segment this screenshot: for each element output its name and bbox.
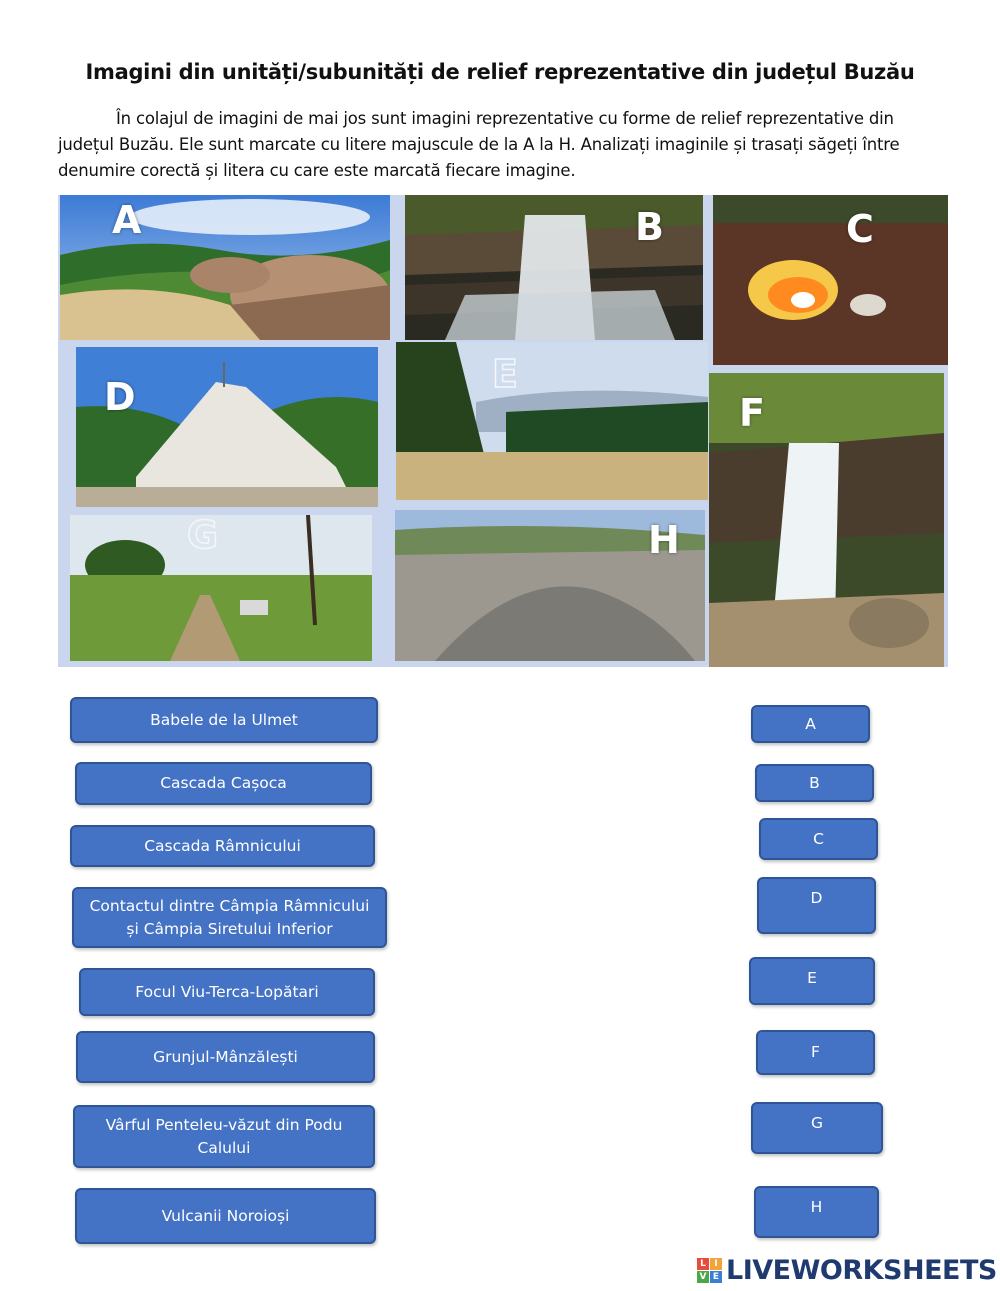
- instructions: [58, 106, 928, 184]
- logo-mark-icon: [697, 1258, 722, 1283]
- logo-mark-l: L: [697, 1258, 709, 1270]
- page-title: Imagini din unități/subunități de relief reprezentative din județul Buzău: [85, 60, 915, 84]
- photo-d-white-rock: [76, 347, 378, 507]
- letter-button-g[interactable]: G: [751, 1102, 883, 1154]
- letter-button-e[interactable]: E: [749, 957, 875, 1005]
- letter-button-c[interactable]: C: [759, 818, 878, 860]
- instructions-text: În colajul de imagini de mai jos sunt imagini reprezentative cu forme de relief reprezentative din județul Buzău. Ele sunt marcate cu litere majuscule de la A la H. Analizați imaginile și trasați săgeți între denumire corectă și litera cu care este marcată fiecare imagine.: [58, 109, 900, 180]
- photo-b-waterfall: [405, 195, 703, 340]
- name-button-contactul[interactable]: Contactul dintre Câmpia Râmnicului și Câmpia Siretului Inferior: [72, 887, 387, 948]
- photo-b-letter: B: [635, 205, 664, 249]
- name-button-cascada-casoca[interactable]: Cascada Cașoca: [75, 762, 372, 805]
- photo-g-letter: G: [187, 515, 219, 557]
- name-button-grunjul[interactable]: Grunjul-Mânzălești: [76, 1031, 375, 1083]
- photo-d-letter: D: [104, 375, 136, 419]
- photo-c-fire: [713, 195, 948, 365]
- photo-h-mud-volcanoes: [395, 510, 705, 661]
- photo-f-letter: F: [739, 391, 765, 435]
- liveworksheets-logo: [697, 1254, 997, 1286]
- logo-mark-e: E: [710, 1271, 722, 1283]
- letter-button-a[interactable]: A: [751, 705, 870, 743]
- letter-button-f[interactable]: F: [756, 1030, 875, 1075]
- name-button-babele[interactable]: Babele de la Ulmet: [70, 697, 378, 743]
- photo-e-forest: [396, 342, 708, 500]
- photo-h-letter: H: [648, 518, 680, 562]
- photo-c-letter: C: [846, 207, 874, 251]
- name-button-cascada-ramnicului[interactable]: Cascada Râmnicului: [70, 825, 375, 867]
- logo-mark-i: I: [710, 1258, 722, 1270]
- letter-button-b[interactable]: B: [755, 764, 874, 802]
- photo-a-letter: A: [112, 198, 142, 242]
- photo-a-stone-formations: [60, 195, 390, 340]
- photo-e-letter: E: [492, 352, 518, 396]
- name-button-focul-viu[interactable]: Focul Viu-Terca-Lopătari: [79, 968, 375, 1016]
- photo-g-rural-road: [70, 515, 372, 661]
- letter-button-d[interactable]: D: [757, 877, 876, 934]
- logo-text: LIVEWORKSHEETS: [726, 1254, 997, 1286]
- letter-button-h[interactable]: H: [754, 1186, 879, 1238]
- photo-collage: [58, 195, 948, 667]
- name-button-penteleu[interactable]: Vârful Penteleu-văzut din Podu Calului: [73, 1105, 375, 1168]
- photo-f-waterfall: [709, 373, 944, 667]
- logo-mark-v: V: [697, 1271, 709, 1283]
- name-button-vulcanii[interactable]: Vulcanii Noroioși: [75, 1188, 376, 1244]
